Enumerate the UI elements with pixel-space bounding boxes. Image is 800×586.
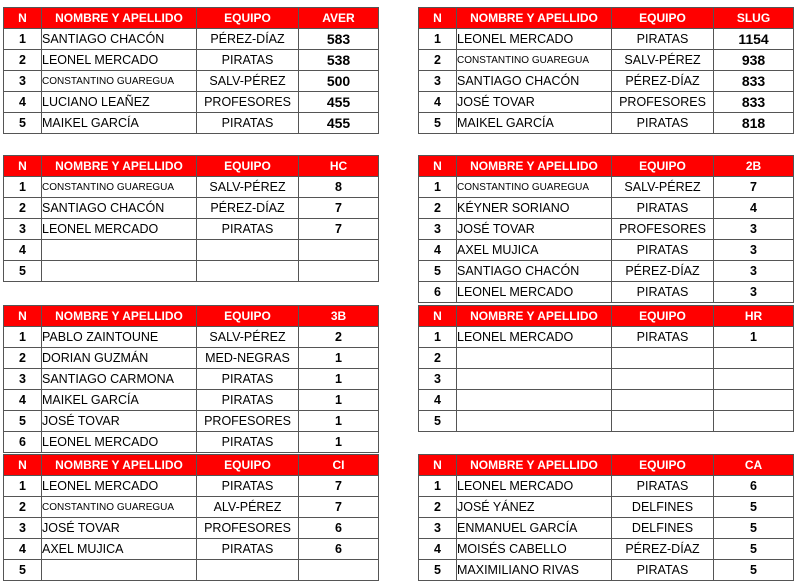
table-hr bbox=[418, 305, 794, 432]
col-header-n: N bbox=[419, 8, 457, 29]
player-name bbox=[457, 369, 612, 390]
table-row bbox=[4, 113, 379, 134]
rank-cell: 3 bbox=[419, 518, 457, 539]
table-row bbox=[419, 71, 794, 92]
col-header-name: NOMBRE Y APELLIDO bbox=[42, 8, 197, 29]
table-row bbox=[4, 497, 379, 518]
player-name bbox=[457, 348, 612, 369]
col-header-n: N bbox=[419, 306, 457, 327]
table-row bbox=[4, 411, 379, 432]
table-row bbox=[4, 50, 379, 71]
table-row bbox=[419, 177, 794, 198]
col-header-n: N bbox=[4, 8, 42, 29]
table-row bbox=[419, 327, 794, 348]
team-name: SALV-PÉREZ bbox=[612, 177, 714, 198]
stat-value: 5 bbox=[714, 539, 794, 560]
table-row bbox=[419, 411, 794, 432]
team-name: PÉREZ-DÍAZ bbox=[612, 261, 714, 282]
team-name: PROFESORES bbox=[197, 518, 299, 539]
team-name: PIRATAS bbox=[197, 113, 299, 134]
rank-cell: 4 bbox=[419, 390, 457, 411]
player-name: LEONEL MERCADO bbox=[457, 282, 612, 303]
stat-value: 455 bbox=[299, 92, 379, 113]
stat-value: 5 bbox=[714, 560, 794, 581]
team-name: PIRATAS bbox=[612, 560, 714, 581]
team-name: PIRATAS bbox=[612, 240, 714, 261]
table-row bbox=[419, 390, 794, 411]
player-name: MAIKEL GARCÍA bbox=[457, 113, 612, 134]
team-name: SALV-PÉREZ bbox=[197, 327, 299, 348]
table-row bbox=[4, 92, 379, 113]
stat-value: 538 bbox=[299, 50, 379, 71]
stat-value: 500 bbox=[299, 71, 379, 92]
stat-value: 6 bbox=[299, 518, 379, 539]
stat-value: 7 bbox=[299, 476, 379, 497]
player-name: LEONEL MERCADO bbox=[42, 476, 197, 497]
col-header-team: EQUIPO bbox=[197, 156, 299, 177]
table-row bbox=[419, 369, 794, 390]
player-name bbox=[457, 390, 612, 411]
stat-value bbox=[299, 261, 379, 282]
team-name: DELFINES bbox=[612, 518, 714, 539]
table-row bbox=[419, 29, 794, 50]
rank-cell: 2 bbox=[4, 497, 42, 518]
stat-value: 833 bbox=[714, 92, 794, 113]
table-row bbox=[4, 327, 379, 348]
team-name: PIRATAS bbox=[612, 113, 714, 134]
player-name: SANTIAGO CHACÓN bbox=[42, 29, 197, 50]
player-name bbox=[457, 411, 612, 432]
team-name: PÉREZ-DÍAZ bbox=[612, 71, 714, 92]
player-name: JOSÉ TOVAR bbox=[457, 92, 612, 113]
table-hc bbox=[3, 155, 379, 282]
col-header-stat: HC bbox=[299, 156, 379, 177]
stat-value: 3 bbox=[714, 261, 794, 282]
table-row bbox=[4, 369, 379, 390]
team-name: PÉREZ-DÍAZ bbox=[197, 29, 299, 50]
rank-cell: 1 bbox=[419, 327, 457, 348]
rank-cell: 3 bbox=[419, 71, 457, 92]
stat-value: 938 bbox=[714, 50, 794, 71]
team-name: SALV-PÉREZ bbox=[197, 177, 299, 198]
stat-value: 833 bbox=[714, 71, 794, 92]
team-name: PIRATAS bbox=[197, 219, 299, 240]
col-header-team: EQUIPO bbox=[197, 8, 299, 29]
col-header-stat: HR bbox=[714, 306, 794, 327]
player-name bbox=[42, 240, 197, 261]
table-row bbox=[4, 432, 379, 453]
stat-value: 6 bbox=[714, 476, 794, 497]
rank-cell: 2 bbox=[419, 50, 457, 71]
rank-cell: 3 bbox=[419, 369, 457, 390]
rank-cell: 5 bbox=[4, 560, 42, 581]
rank-cell: 5 bbox=[419, 411, 457, 432]
team-name: ALV-PÉREZ bbox=[197, 497, 299, 518]
rank-cell: 4 bbox=[4, 240, 42, 261]
stat-value: 3 bbox=[714, 219, 794, 240]
rank-cell: 1 bbox=[4, 476, 42, 497]
player-name: JOSÉ YÁNEZ bbox=[457, 497, 612, 518]
header-row bbox=[4, 306, 379, 327]
stat-value bbox=[714, 411, 794, 432]
rank-cell: 2 bbox=[419, 497, 457, 518]
stat-value: 5 bbox=[714, 518, 794, 539]
col-header-team: EQUIPO bbox=[612, 306, 714, 327]
team-name bbox=[612, 411, 714, 432]
stat-value: 5 bbox=[714, 497, 794, 518]
rank-cell: 6 bbox=[419, 282, 457, 303]
player-name: MAXIMILIANO RIVAS bbox=[457, 560, 612, 581]
rank-cell: 4 bbox=[4, 539, 42, 560]
stat-value: 583 bbox=[299, 29, 379, 50]
rank-cell: 4 bbox=[4, 390, 42, 411]
stat-value: 1 bbox=[299, 369, 379, 390]
player-name: SANTIAGO CHACÓN bbox=[42, 198, 197, 219]
player-name: LEONEL MERCADO bbox=[42, 219, 197, 240]
team-name: PROFESORES bbox=[612, 219, 714, 240]
rank-cell: 4 bbox=[419, 92, 457, 113]
rank-cell: 4 bbox=[419, 539, 457, 560]
player-name: SANTIAGO CHACÓN bbox=[457, 71, 612, 92]
rank-cell: 2 bbox=[4, 50, 42, 71]
rank-cell: 1 bbox=[419, 177, 457, 198]
table-row bbox=[419, 198, 794, 219]
table-row bbox=[4, 198, 379, 219]
table-row bbox=[4, 240, 379, 261]
player-name: JOSÉ TOVAR bbox=[42, 411, 197, 432]
stat-value bbox=[299, 560, 379, 581]
table-row bbox=[419, 497, 794, 518]
player-name: SANTIAGO CHACÓN bbox=[457, 261, 612, 282]
header-row bbox=[419, 156, 794, 177]
stat-value: 8 bbox=[299, 177, 379, 198]
col-header-team: EQUIPO bbox=[612, 8, 714, 29]
team-name: PIRATAS bbox=[197, 50, 299, 71]
team-name: PÉREZ-DÍAZ bbox=[612, 539, 714, 560]
player-name: KÉYNER SORIANO bbox=[457, 198, 612, 219]
table-row bbox=[419, 348, 794, 369]
table-row bbox=[419, 282, 794, 303]
col-header-team: EQUIPO bbox=[612, 156, 714, 177]
player-name bbox=[42, 261, 197, 282]
col-header-team: EQUIPO bbox=[197, 306, 299, 327]
table-2b bbox=[418, 155, 794, 303]
stat-value bbox=[714, 390, 794, 411]
table-row bbox=[419, 261, 794, 282]
player-name: LEONEL MERCADO bbox=[42, 50, 197, 71]
col-header-name: NOMBRE Y APELLIDO bbox=[42, 156, 197, 177]
col-header-name: NOMBRE Y APELLIDO bbox=[457, 455, 612, 476]
player-name: CONSTANTINO GUAREGUA bbox=[42, 497, 197, 518]
team-name: PROFESORES bbox=[197, 411, 299, 432]
header-row bbox=[4, 455, 379, 476]
col-header-team: EQUIPO bbox=[197, 455, 299, 476]
team-name: PIRATAS bbox=[612, 282, 714, 303]
player-name: CONSTANTINO GUAREGUA bbox=[457, 50, 612, 71]
rank-cell: 4 bbox=[419, 240, 457, 261]
rank-cell: 6 bbox=[4, 432, 42, 453]
table-row bbox=[4, 476, 379, 497]
table-row bbox=[4, 518, 379, 539]
stat-value bbox=[299, 240, 379, 261]
player-name bbox=[42, 560, 197, 581]
rank-cell: 5 bbox=[419, 560, 457, 581]
rank-cell: 4 bbox=[4, 92, 42, 113]
team-name: PROFESORES bbox=[612, 92, 714, 113]
team-name bbox=[197, 261, 299, 282]
col-header-n: N bbox=[4, 455, 42, 476]
stat-value: 1 bbox=[299, 411, 379, 432]
rank-cell: 1 bbox=[4, 29, 42, 50]
team-name: PROFESORES bbox=[197, 92, 299, 113]
rank-cell: 3 bbox=[4, 219, 42, 240]
team-name: MED-NEGRAS bbox=[197, 348, 299, 369]
stat-value: 1 bbox=[714, 327, 794, 348]
team-name: PIRATAS bbox=[197, 369, 299, 390]
player-name: PABLO ZAINTOUNE bbox=[42, 327, 197, 348]
col-header-name: NOMBRE Y APELLIDO bbox=[457, 306, 612, 327]
rank-cell: 1 bbox=[4, 327, 42, 348]
col-header-n: N bbox=[419, 156, 457, 177]
team-name bbox=[197, 560, 299, 581]
player-name: LUCIANO LEAÑEZ bbox=[42, 92, 197, 113]
col-header-name: NOMBRE Y APELLIDO bbox=[457, 156, 612, 177]
player-name: LEONEL MERCADO bbox=[457, 327, 612, 348]
rank-cell: 3 bbox=[4, 71, 42, 92]
rank-cell: 5 bbox=[419, 113, 457, 134]
player-name: DORIAN GUZMÁN bbox=[42, 348, 197, 369]
team-name: PÉREZ-DÍAZ bbox=[197, 198, 299, 219]
table-row bbox=[4, 390, 379, 411]
player-name: MOISÉS CABELLO bbox=[457, 539, 612, 560]
col-header-stat: SLUG bbox=[714, 8, 794, 29]
rank-cell: 3 bbox=[419, 219, 457, 240]
table-row bbox=[4, 261, 379, 282]
stat-value: 818 bbox=[714, 113, 794, 134]
stat-value: 7 bbox=[299, 497, 379, 518]
table-row bbox=[4, 219, 379, 240]
table-row bbox=[4, 539, 379, 560]
player-name: JOSÉ TOVAR bbox=[42, 518, 197, 539]
team-name: PIRATAS bbox=[612, 198, 714, 219]
team-name: PIRATAS bbox=[612, 327, 714, 348]
table-row bbox=[419, 92, 794, 113]
col-header-n: N bbox=[419, 455, 457, 476]
header-row bbox=[4, 8, 379, 29]
col-header-stat: 2B bbox=[714, 156, 794, 177]
table-ca bbox=[418, 454, 794, 581]
table-3b bbox=[3, 305, 379, 453]
table-row bbox=[4, 177, 379, 198]
team-name: PIRATAS bbox=[612, 476, 714, 497]
rank-cell: 3 bbox=[4, 369, 42, 390]
player-name: AXEL MUJICA bbox=[457, 240, 612, 261]
header-row bbox=[419, 306, 794, 327]
rank-cell: 5 bbox=[4, 113, 42, 134]
col-header-n: N bbox=[4, 156, 42, 177]
rank-cell: 3 bbox=[4, 518, 42, 539]
team-name: PIRATAS bbox=[197, 476, 299, 497]
stat-value: 3 bbox=[714, 282, 794, 303]
team-name bbox=[612, 390, 714, 411]
team-name: PIRATAS bbox=[612, 29, 714, 50]
rank-cell: 5 bbox=[4, 411, 42, 432]
header-row bbox=[419, 455, 794, 476]
player-name: LEONEL MERCADO bbox=[457, 476, 612, 497]
team-name bbox=[612, 348, 714, 369]
header-row bbox=[419, 8, 794, 29]
stat-value: 7 bbox=[299, 198, 379, 219]
table-row bbox=[4, 71, 379, 92]
stat-value: 1 bbox=[299, 390, 379, 411]
team-name: SALV-PÉREZ bbox=[197, 71, 299, 92]
rank-cell: 1 bbox=[419, 476, 457, 497]
table-slug bbox=[418, 7, 794, 134]
rank-cell: 5 bbox=[4, 261, 42, 282]
player-name: LEONEL MERCADO bbox=[457, 29, 612, 50]
stat-value: 7 bbox=[299, 219, 379, 240]
table-row bbox=[419, 113, 794, 134]
player-name: MAIKEL GARCÍA bbox=[42, 113, 197, 134]
stat-value bbox=[714, 369, 794, 390]
stat-value: 7 bbox=[714, 177, 794, 198]
team-name: DELFINES bbox=[612, 497, 714, 518]
table-row bbox=[4, 29, 379, 50]
col-header-stat: CA bbox=[714, 455, 794, 476]
team-name bbox=[197, 240, 299, 261]
table-aver bbox=[3, 7, 379, 134]
header-row bbox=[4, 156, 379, 177]
player-name: MAIKEL GARCÍA bbox=[42, 390, 197, 411]
stat-value: 455 bbox=[299, 113, 379, 134]
player-name: JOSÉ TOVAR bbox=[457, 219, 612, 240]
table-row bbox=[419, 219, 794, 240]
team-name: SALV-PÉREZ bbox=[612, 50, 714, 71]
stat-value: 1154 bbox=[714, 29, 794, 50]
rank-cell: 2 bbox=[419, 198, 457, 219]
rank-cell: 1 bbox=[4, 177, 42, 198]
col-header-stat: CI bbox=[299, 455, 379, 476]
table-row bbox=[4, 348, 379, 369]
player-name: LEONEL MERCADO bbox=[42, 432, 197, 453]
col-header-stat: 3B bbox=[299, 306, 379, 327]
player-name: SANTIAGO CARMONA bbox=[42, 369, 197, 390]
rank-cell: 2 bbox=[419, 348, 457, 369]
col-header-team: EQUIPO bbox=[612, 455, 714, 476]
col-header-name: NOMBRE Y APELLIDO bbox=[457, 8, 612, 29]
stat-value: 6 bbox=[299, 539, 379, 560]
col-header-stat: AVER bbox=[299, 8, 379, 29]
player-name: AXEL MUJICA bbox=[42, 539, 197, 560]
team-name: PIRATAS bbox=[197, 432, 299, 453]
rank-cell: 1 bbox=[419, 29, 457, 50]
table-row bbox=[4, 560, 379, 581]
col-header-name: NOMBRE Y APELLIDO bbox=[42, 306, 197, 327]
player-name: CONSTANTINO GUAREGUA bbox=[42, 177, 197, 198]
stat-value bbox=[714, 348, 794, 369]
stat-value: 1 bbox=[299, 432, 379, 453]
stat-value: 1 bbox=[299, 348, 379, 369]
player-name: ENMANUEL GARCÍA bbox=[457, 518, 612, 539]
stat-value: 2 bbox=[299, 327, 379, 348]
player-name: CONSTANTINO GUAREGUA bbox=[42, 71, 197, 92]
team-name bbox=[612, 369, 714, 390]
table-row bbox=[419, 518, 794, 539]
col-header-n: N bbox=[4, 306, 42, 327]
table-row bbox=[419, 240, 794, 261]
team-name: PIRATAS bbox=[197, 390, 299, 411]
col-header-name: NOMBRE Y APELLIDO bbox=[42, 455, 197, 476]
team-name: PIRATAS bbox=[197, 539, 299, 560]
table-row bbox=[419, 50, 794, 71]
table-row bbox=[419, 539, 794, 560]
table-ci bbox=[3, 454, 379, 581]
rank-cell: 2 bbox=[4, 198, 42, 219]
table-row bbox=[419, 560, 794, 581]
stat-value: 3 bbox=[714, 240, 794, 261]
player-name: CONSTANTINO GUAREGUA bbox=[457, 177, 612, 198]
rank-cell: 2 bbox=[4, 348, 42, 369]
stat-value: 4 bbox=[714, 198, 794, 219]
rank-cell: 5 bbox=[419, 261, 457, 282]
table-row bbox=[419, 476, 794, 497]
